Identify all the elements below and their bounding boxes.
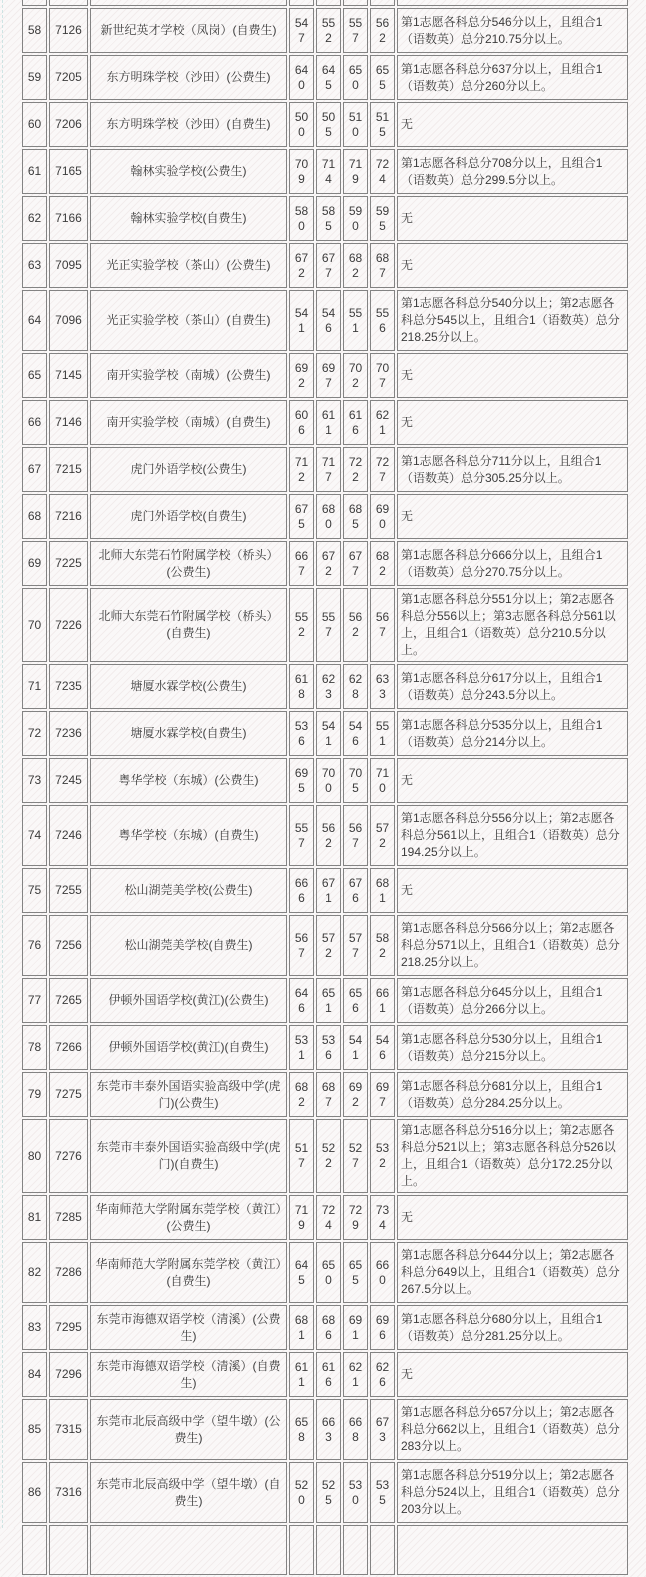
remark-cell: 第1志愿各科总分516分以上；第2志愿各科总分521以上；第3志愿各科总分526以上，且组合1（语数英）总分172.25分以上。 bbox=[397, 1119, 628, 1193]
row-number-cell: 66 bbox=[22, 400, 47, 445]
score-cell: 505 bbox=[316, 102, 341, 147]
school-name-cell: 光正实验学校（茶山）(公费生) bbox=[90, 243, 287, 288]
school-code-cell: 7295 bbox=[49, 1305, 88, 1350]
score-cell: 655 bbox=[343, 1242, 368, 1303]
school-name-cell: 东方明珠学校（沙田）(公费生) bbox=[90, 55, 287, 100]
table-row bbox=[22, 1305, 628, 1350]
school-code-cell: 7285 bbox=[49, 1195, 88, 1240]
score-cell: 572 bbox=[370, 805, 395, 866]
score-cell: 580 bbox=[289, 196, 314, 241]
score-cell: 663 bbox=[316, 1399, 341, 1460]
school-name-cell: 松山湖莞美学校(公费生) bbox=[90, 868, 287, 913]
score-cell: 517 bbox=[289, 1119, 314, 1193]
score-cell: 520 bbox=[289, 1462, 314, 1523]
score-cell bbox=[370, 0, 395, 6]
remark-cell: 第1志愿各科总分711分以上，且组合1（语数英）总分305.25分以上。 bbox=[397, 447, 628, 492]
row-number-cell: 75 bbox=[22, 868, 47, 913]
score-cell: 700 bbox=[316, 758, 341, 803]
school-code-cell: 7255 bbox=[49, 868, 88, 913]
score-cell: 687 bbox=[370, 243, 395, 288]
score-cell: 734 bbox=[370, 1195, 395, 1240]
school-name-cell: 粤华学校（东城）(公费生) bbox=[90, 758, 287, 803]
score-cell: 536 bbox=[289, 711, 314, 756]
row-number-cell: 68 bbox=[22, 494, 47, 539]
remark-cell: 第1志愿各科总分666分以上，且组合1（语数英）总分270.75分以上。 bbox=[397, 541, 628, 586]
school-code-cell bbox=[49, 0, 88, 6]
partial-row-bottom bbox=[22, 1525, 628, 1575]
score-cell: 667 bbox=[289, 541, 314, 586]
row-number-cell bbox=[22, 1525, 47, 1575]
remark-cell: 无 bbox=[397, 494, 628, 539]
row-number-cell: 86 bbox=[22, 1462, 47, 1523]
remark-cell: 第1志愿各科总分556分以上；第2志愿各科总分561以上，且组合1（语数英）总分194.25分以上。 bbox=[397, 805, 628, 866]
row-number-cell: 61 bbox=[22, 149, 47, 194]
school-code-cell: 7096 bbox=[49, 290, 88, 351]
table-row bbox=[22, 102, 628, 147]
score-cell: 541 bbox=[316, 711, 341, 756]
score-cell: 531 bbox=[289, 1025, 314, 1070]
score-cell: 536 bbox=[316, 1025, 341, 1070]
score-cell: 717 bbox=[316, 447, 341, 492]
school-code-cell: 7265 bbox=[49, 978, 88, 1023]
school-name-cell: 南开实验学校（南城）(公费生) bbox=[90, 353, 287, 398]
school-code-cell: 7315 bbox=[49, 1399, 88, 1460]
remark-cell bbox=[397, 1525, 628, 1575]
row-number-cell: 81 bbox=[22, 1195, 47, 1240]
score-cell: 697 bbox=[370, 1072, 395, 1117]
remark-cell: 第1志愿各科总分566分以上；第2志愿各科总分571以上，且组合1（语数英）总分218.25分以上。 bbox=[397, 915, 628, 976]
row-number-cell: 67 bbox=[22, 447, 47, 492]
score-cell: 551 bbox=[370, 711, 395, 756]
school-code-cell: 7145 bbox=[49, 353, 88, 398]
school-name-cell: 北师大东莞石竹附属学校（桥头）(公费生) bbox=[90, 541, 287, 586]
remark-cell: 第1志愿各科总分530分以上，且组合1（语数英）总分215分以上。 bbox=[397, 1025, 628, 1070]
table-row bbox=[22, 243, 628, 288]
school-name-cell: 东莞市北辰高级中学（望牛墩）(公费生) bbox=[90, 1399, 287, 1460]
table-row bbox=[22, 1195, 628, 1240]
table-row bbox=[22, 915, 628, 976]
row-number-cell: 70 bbox=[22, 588, 47, 662]
table-row bbox=[22, 805, 628, 866]
row-number-cell: 80 bbox=[22, 1119, 47, 1193]
table-row bbox=[22, 868, 628, 913]
score-cell: 666 bbox=[289, 868, 314, 913]
remark-cell: 第1志愿各科总分681分以上，且组合1（语数英）总分284.25分以上。 bbox=[397, 1072, 628, 1117]
table-row bbox=[22, 353, 628, 398]
score-cell: 546 bbox=[370, 1025, 395, 1070]
school-code-cell: 7235 bbox=[49, 664, 88, 709]
score-cell: 525 bbox=[316, 1462, 341, 1523]
admission-score-table bbox=[20, 0, 630, 1577]
table-row bbox=[22, 196, 628, 241]
row-number-cell: 84 bbox=[22, 1352, 47, 1397]
school-name-cell: 翰林实验学校(自费生) bbox=[90, 196, 287, 241]
score-cell: 577 bbox=[343, 915, 368, 976]
score-cell: 547 bbox=[289, 8, 314, 53]
remark-cell: 第1志愿各科总分637分以上，且组合1（语数英）总分260分以上。 bbox=[397, 55, 628, 100]
score-cell: 562 bbox=[370, 8, 395, 53]
school-code-cell: 7275 bbox=[49, 1072, 88, 1117]
school-name-cell: 翰林实验学校(公费生) bbox=[90, 149, 287, 194]
school-code-cell: 7205 bbox=[49, 55, 88, 100]
school-name-cell: 伊顿外国语学校(黄江)(自费生) bbox=[90, 1025, 287, 1070]
row-number-cell: 69 bbox=[22, 541, 47, 586]
table-row bbox=[22, 758, 628, 803]
row-number-cell: 59 bbox=[22, 55, 47, 100]
score-cell: 687 bbox=[316, 1072, 341, 1117]
row-number-cell: 71 bbox=[22, 664, 47, 709]
score-cell bbox=[289, 1525, 314, 1575]
score-cell: 551 bbox=[343, 290, 368, 351]
remark-cell: 第1志愿各科总分519分以上；第2志愿各科总分524以上，且组合1（语数英）总分203分以上。 bbox=[397, 1462, 628, 1523]
table-row bbox=[22, 588, 628, 662]
school-name-cell: 塘厦水霖学校(自费生) bbox=[90, 711, 287, 756]
remark-cell: 第1志愿各科总分540分以上；第2志愿各科总分545以上，且组合1（语数英）总分218.25分以上。 bbox=[397, 290, 628, 351]
score-cell: 724 bbox=[370, 149, 395, 194]
school-code-cell: 7165 bbox=[49, 149, 88, 194]
score-cell: 572 bbox=[316, 915, 341, 976]
score-cell bbox=[289, 0, 314, 6]
score-cell: 618 bbox=[289, 664, 314, 709]
remark-cell: 无 bbox=[397, 400, 628, 445]
school-code-cell: 7286 bbox=[49, 1242, 88, 1303]
school-name-cell: 华南师范大学附属东莞学校（黄江）(公费生) bbox=[90, 1195, 287, 1240]
score-cell: 623 bbox=[316, 664, 341, 709]
score-cell: 510 bbox=[343, 102, 368, 147]
score-cell: 675 bbox=[289, 494, 314, 539]
score-cell: 606 bbox=[289, 400, 314, 445]
school-code-cell: 7225 bbox=[49, 541, 88, 586]
score-cell: 621 bbox=[343, 1352, 368, 1397]
score-cell: 712 bbox=[289, 447, 314, 492]
school-name-cell: 南开实验学校（南城）(自费生) bbox=[90, 400, 287, 445]
score-cell: 535 bbox=[370, 1462, 395, 1523]
score-cell: 677 bbox=[316, 243, 341, 288]
table-row bbox=[22, 1399, 628, 1460]
table-row bbox=[22, 55, 628, 100]
score-cell: 552 bbox=[316, 8, 341, 53]
score-cell: 676 bbox=[343, 868, 368, 913]
score-cell: 633 bbox=[370, 664, 395, 709]
row-number-cell: 60 bbox=[22, 102, 47, 147]
remark-cell: 第1志愿各科总分708分以上，且组合1（语数英）总分299.5分以上。 bbox=[397, 149, 628, 194]
score-cell: 709 bbox=[289, 149, 314, 194]
score-cell: 692 bbox=[289, 353, 314, 398]
score-cell: 541 bbox=[343, 1025, 368, 1070]
remark-cell: 第1志愿各科总分535分以上，且组合1（语数英）总分214分以上。 bbox=[397, 711, 628, 756]
school-code-cell: 7246 bbox=[49, 805, 88, 866]
score-cell: 719 bbox=[343, 149, 368, 194]
school-name-cell: 东方明珠学校（沙田）(自费生) bbox=[90, 102, 287, 147]
score-cell: 658 bbox=[289, 1399, 314, 1460]
score-table-container bbox=[20, 0, 630, 1577]
score-cell: 719 bbox=[289, 1195, 314, 1240]
score-cell: 562 bbox=[316, 805, 341, 866]
score-cell: 671 bbox=[316, 868, 341, 913]
score-cell: 714 bbox=[316, 149, 341, 194]
school-code-cell: 7245 bbox=[49, 758, 88, 803]
score-cell: 727 bbox=[370, 447, 395, 492]
school-name-cell bbox=[90, 0, 287, 6]
score-cell: 681 bbox=[370, 868, 395, 913]
score-cell: 621 bbox=[370, 400, 395, 445]
score-cell: 668 bbox=[343, 1399, 368, 1460]
school-name-cell: 东莞市北辰高级中学（望牛墩）(自费生) bbox=[90, 1462, 287, 1523]
score-cell: 697 bbox=[316, 353, 341, 398]
school-code-cell bbox=[49, 1525, 88, 1575]
row-number-cell: 65 bbox=[22, 353, 47, 398]
score-cell: 672 bbox=[316, 541, 341, 586]
remark-cell: 无 bbox=[397, 758, 628, 803]
score-cell bbox=[343, 0, 368, 6]
school-name-cell: 虎门外语学校(自费生) bbox=[90, 494, 287, 539]
table-row bbox=[22, 541, 628, 586]
row-number-cell: 79 bbox=[22, 1072, 47, 1117]
score-cell bbox=[370, 1525, 395, 1575]
school-name-cell: 伊顿外国语学校(黄江)(公费生) bbox=[90, 978, 287, 1023]
remark-cell: 无 bbox=[397, 102, 628, 147]
row-number-cell: 77 bbox=[22, 978, 47, 1023]
score-cell: 690 bbox=[370, 494, 395, 539]
score-cell: 567 bbox=[289, 915, 314, 976]
score-cell: 696 bbox=[370, 1305, 395, 1350]
row-number-cell: 78 bbox=[22, 1025, 47, 1070]
table-row bbox=[22, 400, 628, 445]
school-name-cell: 东莞市海德双语学校（清溪）(公费生) bbox=[90, 1305, 287, 1350]
score-cell: 557 bbox=[289, 805, 314, 866]
score-cell: 556 bbox=[370, 290, 395, 351]
score-cell: 611 bbox=[316, 400, 341, 445]
row-number-cell: 85 bbox=[22, 1399, 47, 1460]
score-cell: 677 bbox=[343, 541, 368, 586]
school-code-cell: 7316 bbox=[49, 1462, 88, 1523]
score-cell: 546 bbox=[343, 711, 368, 756]
table-row bbox=[22, 1072, 628, 1117]
remark-cell: 无 bbox=[397, 353, 628, 398]
score-cell: 645 bbox=[316, 55, 341, 100]
school-name-cell: 东莞市海德双语学校（清溪）(自费生) bbox=[90, 1352, 287, 1397]
score-cell: 590 bbox=[343, 196, 368, 241]
score-cell: 626 bbox=[370, 1352, 395, 1397]
score-cell: 650 bbox=[343, 55, 368, 100]
score-cell: 680 bbox=[316, 494, 341, 539]
row-number-cell: 74 bbox=[22, 805, 47, 866]
score-cell: 660 bbox=[370, 1242, 395, 1303]
table-row bbox=[22, 1119, 628, 1193]
remark-cell: 无 bbox=[397, 1352, 628, 1397]
row-number-cell: 62 bbox=[22, 196, 47, 241]
score-cell: 673 bbox=[370, 1399, 395, 1460]
score-cell: 686 bbox=[316, 1305, 341, 1350]
table-row bbox=[22, 290, 628, 351]
score-cell: 582 bbox=[370, 915, 395, 976]
score-cell: 640 bbox=[289, 55, 314, 100]
score-cell: 651 bbox=[316, 978, 341, 1023]
remark-cell: 无 bbox=[397, 196, 628, 241]
partial-row-top bbox=[22, 0, 628, 6]
table-row bbox=[22, 664, 628, 709]
school-code-cell: 7126 bbox=[49, 8, 88, 53]
table-row bbox=[22, 978, 628, 1023]
school-name-cell: 松山湖莞美学校(自费生) bbox=[90, 915, 287, 976]
score-cell: 562 bbox=[343, 588, 368, 662]
school-code-cell: 7296 bbox=[49, 1352, 88, 1397]
table-row bbox=[22, 447, 628, 492]
remark-cell: 第1志愿各科总分551分以上；第2志愿各科总分556以上；第3志愿各科总分561以上，且组合1（语数英）总分210.5分以上。 bbox=[397, 588, 628, 662]
row-number-cell: 64 bbox=[22, 290, 47, 351]
school-name-cell: 塘厦水霖学校(公费生) bbox=[90, 664, 287, 709]
school-name-cell: 光正实验学校（茶山）(自费生) bbox=[90, 290, 287, 351]
score-cell: 707 bbox=[370, 353, 395, 398]
school-code-cell: 7166 bbox=[49, 196, 88, 241]
school-name-cell: 粤华学校（东城）(自费生) bbox=[90, 805, 287, 866]
score-cell: 682 bbox=[370, 541, 395, 586]
row-number-cell: 82 bbox=[22, 1242, 47, 1303]
school-code-cell: 7236 bbox=[49, 711, 88, 756]
score-cell: 655 bbox=[370, 55, 395, 100]
score-cell bbox=[343, 1525, 368, 1575]
score-cell: 595 bbox=[370, 196, 395, 241]
score-cell: 691 bbox=[343, 1305, 368, 1350]
school-name-cell bbox=[90, 1525, 287, 1575]
score-cell: 682 bbox=[289, 1072, 314, 1117]
score-cell: 541 bbox=[289, 290, 314, 351]
school-name-cell: 北师大东莞石竹附属学校（桥头）(自费生) bbox=[90, 588, 287, 662]
score-cell: 527 bbox=[343, 1119, 368, 1193]
score-cell: 532 bbox=[370, 1119, 395, 1193]
score-cell: 724 bbox=[316, 1195, 341, 1240]
school-name-cell: 华南师范大学附属东莞学校（黄江）(自费生) bbox=[90, 1242, 287, 1303]
score-cell: 645 bbox=[289, 1242, 314, 1303]
table-row bbox=[22, 149, 628, 194]
remark-cell: 第1志愿各科总分645分以上，且组合1（语数英）总分266分以上。 bbox=[397, 978, 628, 1023]
score-cell: 702 bbox=[343, 353, 368, 398]
score-cell: 522 bbox=[316, 1119, 341, 1193]
table-row bbox=[22, 1025, 628, 1070]
row-number-cell: 63 bbox=[22, 243, 47, 288]
score-cell: 515 bbox=[370, 102, 395, 147]
remark-cell: 第1志愿各科总分680分以上，且组合1（语数英）总分281.25分以上。 bbox=[397, 1305, 628, 1350]
remark-cell: 第1志愿各科总分644分以上；第2志愿各科总分649以上，且组合1（语数英）总分267.5分以上。 bbox=[397, 1242, 628, 1303]
school-name-cell: 东莞市丰泰外国语实验高级中学(虎门)(自费生) bbox=[90, 1119, 287, 1193]
score-cell: 500 bbox=[289, 102, 314, 147]
row-number-cell: 73 bbox=[22, 758, 47, 803]
score-cell: 656 bbox=[343, 978, 368, 1023]
score-cell: 692 bbox=[343, 1072, 368, 1117]
score-cell: 530 bbox=[343, 1462, 368, 1523]
remark-cell: 无 bbox=[397, 868, 628, 913]
school-code-cell: 7216 bbox=[49, 494, 88, 539]
remark-cell: 第1志愿各科总分617分以上，且组合1（语数英）总分243.5分以上。 bbox=[397, 664, 628, 709]
score-cell bbox=[316, 1525, 341, 1575]
school-name-cell: 东莞市丰泰外国语实验高级中学(虎门)(公费生) bbox=[90, 1072, 287, 1117]
score-cell: 710 bbox=[370, 758, 395, 803]
score-cell: 672 bbox=[289, 243, 314, 288]
school-name-cell: 虎门外语学校(公费生) bbox=[90, 447, 287, 492]
school-code-cell: 7266 bbox=[49, 1025, 88, 1070]
row-number-cell: 83 bbox=[22, 1305, 47, 1350]
score-cell: 661 bbox=[370, 978, 395, 1023]
table-row bbox=[22, 1352, 628, 1397]
score-cell: 729 bbox=[343, 1195, 368, 1240]
remark-cell: 无 bbox=[397, 243, 628, 288]
school-code-cell: 7206 bbox=[49, 102, 88, 147]
table-row bbox=[22, 1242, 628, 1303]
school-code-cell: 7215 bbox=[49, 447, 88, 492]
remark-cell: 无 bbox=[397, 1195, 628, 1240]
score-cell: 616 bbox=[343, 400, 368, 445]
remark-cell: 第1志愿各科总分546分以上，且组合1（语数英）总分210.75分以上。 bbox=[397, 8, 628, 53]
score-cell: 695 bbox=[289, 758, 314, 803]
score-cell bbox=[316, 0, 341, 6]
score-cell: 682 bbox=[343, 243, 368, 288]
school-name-cell: 新世纪英才学校（凤岗）(自费生) bbox=[90, 8, 287, 53]
school-code-cell: 7095 bbox=[49, 243, 88, 288]
score-cell: 681 bbox=[289, 1305, 314, 1350]
score-cell: 616 bbox=[316, 1352, 341, 1397]
row-number-cell: 72 bbox=[22, 711, 47, 756]
school-code-cell: 7256 bbox=[49, 915, 88, 976]
score-cell: 611 bbox=[289, 1352, 314, 1397]
table-row bbox=[22, 1462, 628, 1523]
score-cell: 646 bbox=[289, 978, 314, 1023]
score-cell: 557 bbox=[316, 588, 341, 662]
table-row bbox=[22, 494, 628, 539]
row-number-cell bbox=[22, 0, 47, 6]
table-row bbox=[22, 8, 628, 53]
score-cell: 628 bbox=[343, 664, 368, 709]
school-code-cell: 7226 bbox=[49, 588, 88, 662]
score-cell: 567 bbox=[343, 805, 368, 866]
score-cell: 705 bbox=[343, 758, 368, 803]
score-cell: 722 bbox=[343, 447, 368, 492]
school-code-cell: 7276 bbox=[49, 1119, 88, 1193]
row-number-cell: 76 bbox=[22, 915, 47, 976]
score-cell: 567 bbox=[370, 588, 395, 662]
score-cell: 685 bbox=[343, 494, 368, 539]
remark-cell: 第1志愿各科总分657分以上；第2志愿各科总分662以上，且组合1（语数英）总分283分以上。 bbox=[397, 1399, 628, 1460]
remark-cell bbox=[397, 0, 628, 6]
school-code-cell: 7146 bbox=[49, 400, 88, 445]
score-cell: 552 bbox=[289, 588, 314, 662]
table-row bbox=[22, 711, 628, 756]
score-cell: 546 bbox=[316, 290, 341, 351]
score-cell: 557 bbox=[343, 8, 368, 53]
row-number-cell: 58 bbox=[22, 8, 47, 53]
score-cell: 585 bbox=[316, 196, 341, 241]
score-cell: 650 bbox=[316, 1242, 341, 1303]
